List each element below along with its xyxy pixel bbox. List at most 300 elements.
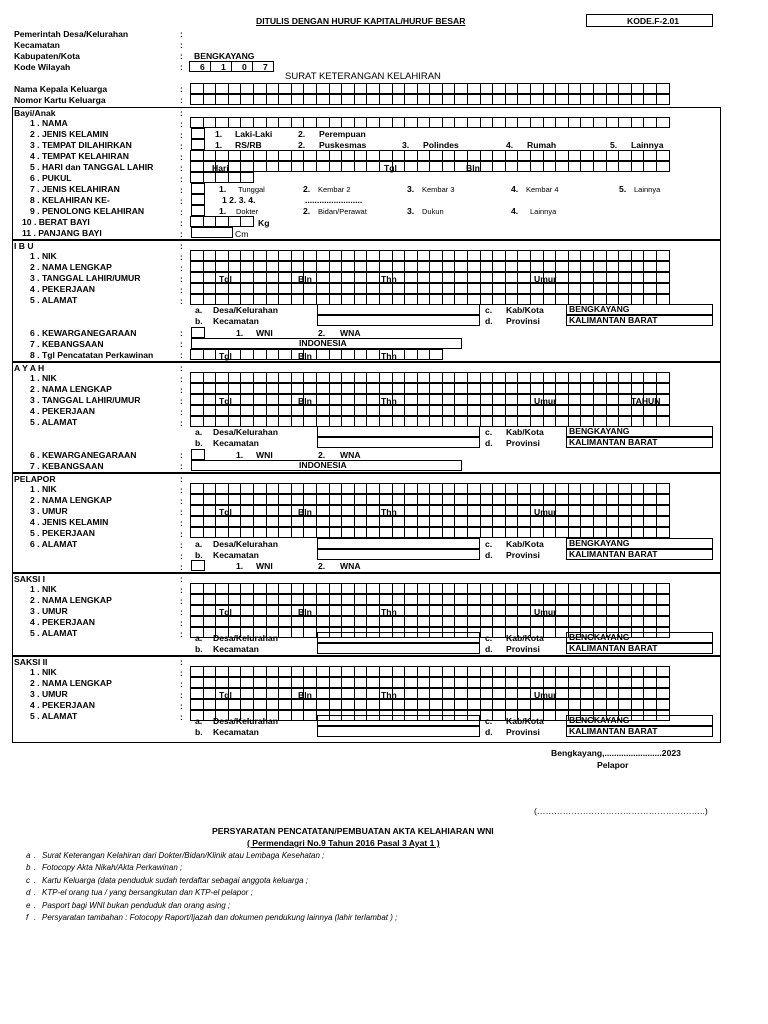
saksi1-pekerjaan-grid[interactable]: [191, 616, 670, 627]
pelapor-wn-box[interactable]: [191, 560, 205, 571]
grid-cell[interactable]: [203, 150, 217, 161]
pelapor-nama-grid[interactable]: [191, 494, 670, 505]
grid-cell[interactable]: [543, 416, 557, 427]
grid-cell[interactable]: [253, 483, 267, 494]
grid-cell[interactable]: [429, 161, 443, 172]
grid-cell[interactable]: [492, 372, 506, 383]
grid-cell[interactable]: [341, 583, 355, 594]
grid-cell[interactable]: [354, 605, 368, 616]
grid-cell[interactable]: [643, 677, 657, 688]
grid-cell[interactable]: [392, 677, 406, 688]
grid-cell[interactable]: [215, 94, 229, 105]
grid-cell[interactable]: [316, 505, 330, 516]
grid-cell[interactable]: [379, 483, 393, 494]
grid-cell[interactable]: [190, 272, 204, 283]
grid-cell[interactable]: [530, 405, 544, 416]
pelapor-kabkota-field[interactable]: BENGKAYANG: [566, 538, 713, 549]
grid-cell[interactable]: [454, 616, 468, 627]
grid-cell[interactable]: [580, 494, 594, 505]
grid-cell[interactable]: [442, 583, 456, 594]
grid-cell[interactable]: [543, 405, 557, 416]
grid-cell[interactable]: [480, 416, 494, 427]
grid-cell[interactable]: [417, 494, 431, 505]
grid-cell[interactable]: [228, 483, 242, 494]
grid-cell[interactable]: [606, 699, 620, 710]
grid-cell[interactable]: [429, 583, 443, 594]
grid-cell[interactable]: [278, 94, 292, 105]
grid-cell[interactable]: [618, 372, 632, 383]
grid-cell[interactable]: [643, 666, 657, 677]
grid-cell[interactable]: [429, 117, 443, 128]
grid-cell[interactable]: [240, 216, 254, 227]
grid-cell[interactable]: [215, 494, 229, 505]
grid-cell[interactable]: [341, 616, 355, 627]
grid-cell[interactable]: [543, 710, 557, 721]
grid-cell[interactable]: [530, 677, 544, 688]
grid-cell[interactable]: [517, 688, 531, 699]
grid-cell[interactable]: [329, 94, 343, 105]
grid-cell[interactable]: [266, 666, 280, 677]
pelapor-nik-grid[interactable]: [191, 483, 670, 494]
grid-cell[interactable]: [240, 294, 254, 305]
grid-cell[interactable]: [278, 583, 292, 594]
grid-cell[interactable]: [580, 483, 594, 494]
grid-cell[interactable]: [228, 383, 242, 394]
pelapor-umur-grid[interactable]: [191, 505, 670, 516]
grid-cell[interactable]: [606, 372, 620, 383]
saksi1-nama-grid[interactable]: [191, 594, 670, 605]
grid-cell[interactable]: [366, 349, 380, 360]
grid-cell[interactable]: [240, 150, 254, 161]
grid-cell[interactable]: [480, 483, 494, 494]
grid-cell[interactable]: [656, 117, 670, 128]
grid-cell[interactable]: [580, 117, 594, 128]
grid-cell[interactable]: [543, 627, 557, 638]
grid-cell[interactable]: [303, 150, 317, 161]
grid-cell[interactable]: [517, 527, 531, 538]
grid-cell[interactable]: [253, 161, 267, 172]
grid-cell[interactable]: [492, 261, 506, 272]
grid-cell[interactable]: [543, 117, 557, 128]
grid-cell[interactable]: [606, 516, 620, 527]
grid-cell[interactable]: [329, 494, 343, 505]
grid-cell[interactable]: [303, 677, 317, 688]
ayah-nik-grid[interactable]: [191, 372, 670, 383]
grid-cell[interactable]: [316, 83, 330, 94]
grid-cell[interactable]: [240, 505, 254, 516]
grid-cell[interactable]: [580, 583, 594, 594]
saksi1-umur-grid[interactable]: [191, 605, 670, 616]
grid-cell[interactable]: [215, 405, 229, 416]
grid-cell[interactable]: [253, 583, 267, 594]
grid-cell[interactable]: [316, 272, 330, 283]
grid-cell[interactable]: [303, 250, 317, 261]
grid-cell[interactable]: [517, 94, 531, 105]
grid-cell[interactable]: [190, 383, 204, 394]
grid-cell[interactable]: [467, 117, 481, 128]
grid-cell[interactable]: [429, 394, 443, 405]
grid-cell[interactable]: [467, 505, 481, 516]
grid-cell[interactable]: [341, 349, 355, 360]
grid-cell[interactable]: [329, 272, 343, 283]
grid-cell[interactable]: [190, 505, 204, 516]
grid-cell[interactable]: [467, 372, 481, 383]
grid-cell[interactable]: [593, 605, 607, 616]
grid-cell[interactable]: [543, 283, 557, 294]
grid-cell[interactable]: [366, 272, 380, 283]
grid-cell[interactable]: [417, 516, 431, 527]
grid-cell[interactable]: [215, 150, 229, 161]
grid-cell[interactable]: [341, 117, 355, 128]
grid-cell[interactable]: [215, 83, 229, 94]
grid-cell[interactable]: [366, 583, 380, 594]
grid-cell[interactable]: [329, 688, 343, 699]
grid-cell[interactable]: [366, 688, 380, 699]
grid-cell[interactable]: [517, 605, 531, 616]
grid-cell[interactable]: [429, 261, 443, 272]
grid-cell[interactable]: [618, 283, 632, 294]
grid-cell[interactable]: [543, 161, 557, 172]
grid-cell[interactable]: [215, 383, 229, 394]
grid-cell[interactable]: [517, 261, 531, 272]
grid-cell[interactable]: [555, 372, 569, 383]
ayah-kebangsaan-value[interactable]: INDONESIA: [191, 460, 462, 471]
grid-cell[interactable]: [643, 161, 657, 172]
grid-cell[interactable]: [606, 677, 620, 688]
grid-cell[interactable]: [190, 494, 204, 505]
grid-cell[interactable]: [341, 527, 355, 538]
grid-cell[interactable]: [517, 583, 531, 594]
grid-cell[interactable]: [278, 627, 292, 638]
grid-cell[interactable]: [467, 250, 481, 261]
grid-cell[interactable]: [606, 161, 620, 172]
ibu-desa-field[interactable]: [317, 304, 480, 315]
grid-cell[interactable]: [266, 416, 280, 427]
grid-cell[interactable]: [341, 250, 355, 261]
grid-cell[interactable]: [215, 294, 229, 305]
grid-cell[interactable]: [517, 666, 531, 677]
grid-cell[interactable]: [215, 416, 229, 427]
grid-cell[interactable]: [190, 405, 204, 416]
grid-cell[interactable]: [429, 83, 443, 94]
grid-cell[interactable]: [291, 583, 305, 594]
grid-cell[interactable]: [278, 594, 292, 605]
grid-cell[interactable]: [593, 699, 607, 710]
grid-cell[interactable]: [392, 83, 406, 94]
grid-cell[interactable]: [656, 483, 670, 494]
grid-cell[interactable]: [316, 616, 330, 627]
grid-cell[interactable]: [492, 394, 506, 405]
grid-cell[interactable]: [593, 583, 607, 594]
grid-cell[interactable]: [454, 272, 468, 283]
grid-cell[interactable]: [568, 605, 582, 616]
grid-cell[interactable]: [429, 677, 443, 688]
grid-cell[interactable]: [329, 383, 343, 394]
grid-cell[interactable]: [631, 483, 645, 494]
grid-cell[interactable]: [492, 250, 506, 261]
grid-cell[interactable]: [454, 688, 468, 699]
grid-cell[interactable]: [643, 272, 657, 283]
grid-cell[interactable]: [392, 527, 406, 538]
ayah-nama-grid[interactable]: [191, 383, 670, 394]
grid-cell[interactable]: [429, 272, 443, 283]
grid-cell[interactable]: [631, 688, 645, 699]
grid-cell[interactable]: [392, 372, 406, 383]
grid-cell[interactable]: [593, 161, 607, 172]
grid-cell[interactable]: [253, 261, 267, 272]
grid-cell[interactable]: [517, 294, 531, 305]
grid-cell[interactable]: [379, 261, 393, 272]
grid-cell[interactable]: [203, 527, 217, 538]
grid-cell[interactable]: [517, 372, 531, 383]
grid-cell[interactable]: [505, 283, 519, 294]
grid-cell[interactable]: [606, 250, 620, 261]
kelahiran-ke-box[interactable]: [191, 194, 205, 205]
grid-cell[interactable]: [203, 605, 217, 616]
grid-cell[interactable]: [480, 250, 494, 261]
grid-cell[interactable]: [291, 117, 305, 128]
grid-cell[interactable]: [555, 616, 569, 627]
grid-cell[interactable]: [366, 594, 380, 605]
grid-cell[interactable]: [643, 699, 657, 710]
grid-cell[interactable]: [618, 699, 632, 710]
grid-cell[interactable]: [568, 394, 582, 405]
grid-cell[interactable]: [190, 117, 204, 128]
grid-cell[interactable]: [404, 283, 418, 294]
grid-cell[interactable]: [366, 616, 380, 627]
grid-cell[interactable]: [203, 349, 217, 360]
grid-cell[interactable]: [580, 505, 594, 516]
grid-cell[interactable]: [530, 283, 544, 294]
grid-cell[interactable]: [253, 117, 267, 128]
grid-cell[interactable]: [480, 261, 494, 272]
grid-cell[interactable]: [505, 605, 519, 616]
grid-cell[interactable]: [316, 150, 330, 161]
grid-cell[interactable]: [555, 677, 569, 688]
grid-cell[interactable]: [190, 605, 204, 616]
grid-cell[interactable]: [329, 372, 343, 383]
ayah-pekerjaan-grid[interactable]: [191, 405, 670, 416]
grid-cell[interactable]: [631, 677, 645, 688]
grid-cell[interactable]: [492, 294, 506, 305]
grid-cell[interactable]: [517, 405, 531, 416]
grid-cell[interactable]: [278, 416, 292, 427]
grid-cell[interactable]: [618, 261, 632, 272]
grid-cell[interactable]: [606, 117, 620, 128]
ibu-kecamatan-field[interactable]: [317, 315, 480, 326]
grid-cell[interactable]: [303, 405, 317, 416]
grid-cell[interactable]: [618, 117, 632, 128]
grid-cell[interactable]: [417, 483, 431, 494]
grid-cell[interactable]: [442, 383, 456, 394]
grid-cell[interactable]: [505, 83, 519, 94]
grid-cell[interactable]: [404, 677, 418, 688]
grid-cell[interactable]: [266, 372, 280, 383]
grid-cell[interactable]: [354, 677, 368, 688]
grid-cell[interactable]: [253, 505, 267, 516]
grid-cell[interactable]: [266, 250, 280, 261]
grid-cell[interactable]: [392, 616, 406, 627]
grid-cell[interactable]: [580, 677, 594, 688]
grid-cell[interactable]: [329, 583, 343, 594]
grid-cell[interactable]: [354, 688, 368, 699]
grid-cell[interactable]: [568, 372, 582, 383]
grid-cell[interactable]: [203, 383, 217, 394]
grid-cell[interactable]: [354, 516, 368, 527]
grid-cell[interactable]: [480, 699, 494, 710]
grid-cell[interactable]: [303, 416, 317, 427]
grid-cell[interactable]: [253, 349, 267, 360]
grid-cell[interactable]: [555, 583, 569, 594]
grid-cell[interactable]: [417, 150, 431, 161]
penolong-box[interactable]: [191, 205, 205, 216]
grid-cell[interactable]: [417, 605, 431, 616]
grid-cell[interactable]: [341, 505, 355, 516]
grid-cell[interactable]: [253, 677, 267, 688]
grid-cell[interactable]: [392, 699, 406, 710]
grid-cell[interactable]: [618, 688, 632, 699]
grid-cell[interactable]: [454, 594, 468, 605]
grid-cell[interactable]: [417, 349, 431, 360]
grid-cell[interactable]: [454, 250, 468, 261]
grid-cell[interactable]: [253, 527, 267, 538]
grid-cell[interactable]: [543, 94, 557, 105]
grid-cell[interactable]: [492, 688, 506, 699]
grid-cell[interactable]: [404, 161, 418, 172]
grid-cell[interactable]: [354, 161, 368, 172]
grid-cell[interactable]: [341, 494, 355, 505]
grid-cell[interactable]: [643, 483, 657, 494]
grid-cell[interactable]: [568, 405, 582, 416]
grid-cell[interactable]: [404, 505, 418, 516]
grid-cell[interactable]: [631, 250, 645, 261]
grid-cell[interactable]: [417, 83, 431, 94]
grid-cell[interactable]: [568, 688, 582, 699]
grid-cell[interactable]: [366, 483, 380, 494]
grid-cell[interactable]: [341, 272, 355, 283]
grid-cell[interactable]: [266, 405, 280, 416]
ayah-desa-field[interactable]: [317, 426, 480, 437]
hari-tanggal-grid[interactable]: [191, 161, 670, 172]
grid-cell[interactable]: [618, 83, 632, 94]
jk-box[interactable]: [191, 128, 205, 139]
grid-cell[interactable]: [379, 94, 393, 105]
grid-cell[interactable]: [568, 150, 582, 161]
grid-cell[interactable]: [278, 250, 292, 261]
grid-cell[interactable]: [618, 494, 632, 505]
grid-cell[interactable]: [278, 83, 292, 94]
grid-cell[interactable]: [417, 283, 431, 294]
grid-cell[interactable]: [480, 505, 494, 516]
grid-cell[interactable]: [467, 605, 481, 616]
grid-cell[interactable]: [618, 405, 632, 416]
grid-cell[interactable]: [643, 250, 657, 261]
grid-cell[interactable]: [291, 616, 305, 627]
ayah-tgl-grid[interactable]: [191, 394, 670, 405]
grid-cell[interactable]: [366, 527, 380, 538]
grid-cell[interactable]: [354, 594, 368, 605]
grid-cell[interactable]: [530, 494, 544, 505]
grid-cell[interactable]: [228, 594, 242, 605]
grid-cell[interactable]: [228, 283, 242, 294]
grid-cell[interactable]: [354, 372, 368, 383]
grid-cell[interactable]: [631, 583, 645, 594]
saksi2-pekerjaan-grid[interactable]: [191, 699, 670, 710]
grid-cell[interactable]: [240, 516, 254, 527]
grid-cell[interactable]: [543, 383, 557, 394]
grid-cell[interactable]: [505, 294, 519, 305]
grid-cell[interactable]: [530, 150, 544, 161]
grid-cell[interactable]: [316, 483, 330, 494]
grid-cell[interactable]: [190, 250, 204, 261]
grid-cell[interactable]: [303, 594, 317, 605]
grid-cell[interactable]: [429, 505, 443, 516]
grid-cell[interactable]: [228, 216, 242, 227]
grid-cell[interactable]: [291, 372, 305, 383]
grid-cell[interactable]: [253, 699, 267, 710]
grid-cell[interactable]: [404, 83, 418, 94]
grid-cell[interactable]: [379, 383, 393, 394]
grid-cell[interactable]: [291, 677, 305, 688]
grid-cell[interactable]: [505, 688, 519, 699]
grid-cell[interactable]: [454, 583, 468, 594]
grid-cell[interactable]: [366, 605, 380, 616]
grid-cell[interactable]: [568, 161, 582, 172]
grid-cell[interactable]: [278, 261, 292, 272]
grid-cell[interactable]: [480, 616, 494, 627]
grid-cell[interactable]: [631, 272, 645, 283]
grid-cell[interactable]: [580, 516, 594, 527]
grid-cell[interactable]: [303, 627, 317, 638]
grid-cell[interactable]: [303, 94, 317, 105]
grid-cell[interactable]: [656, 372, 670, 383]
grid-cell[interactable]: [253, 688, 267, 699]
grid-cell[interactable]: [303, 483, 317, 494]
grid-cell[interactable]: [392, 583, 406, 594]
grid-cell[interactable]: [606, 666, 620, 677]
grid-cell[interactable]: [228, 666, 242, 677]
grid-cell[interactable]: [392, 283, 406, 294]
grid-cell[interactable]: [190, 94, 204, 105]
grid-cell[interactable]: [530, 383, 544, 394]
grid-cell[interactable]: [404, 666, 418, 677]
grid-cell[interactable]: [303, 283, 317, 294]
grid-cell[interactable]: [266, 594, 280, 605]
grid-cell[interactable]: [606, 383, 620, 394]
grid-cell[interactable]: [266, 483, 280, 494]
grid-cell[interactable]: [530, 416, 544, 427]
grid-cell[interactable]: [291, 283, 305, 294]
grid-cell[interactable]: [291, 483, 305, 494]
grid-cell[interactable]: [366, 117, 380, 128]
grid-cell[interactable]: [480, 150, 494, 161]
grid-cell[interactable]: [215, 594, 229, 605]
grid-cell[interactable]: [366, 261, 380, 272]
grid-cell[interactable]: [203, 494, 217, 505]
grid-cell[interactable]: [341, 94, 355, 105]
grid-cell[interactable]: [266, 605, 280, 616]
grid-cell[interactable]: [329, 516, 343, 527]
grid-cell[interactable]: [656, 516, 670, 527]
grid-cell[interactable]: [618, 483, 632, 494]
grid-cell[interactable]: [530, 616, 544, 627]
grid-cell[interactable]: [366, 283, 380, 294]
grid-cell[interactable]: [492, 710, 506, 721]
grid-cell[interactable]: [429, 527, 443, 538]
grid-cell[interactable]: [555, 594, 569, 605]
grid-cell[interactable]: [278, 666, 292, 677]
grid-cell[interactable]: [480, 272, 494, 283]
